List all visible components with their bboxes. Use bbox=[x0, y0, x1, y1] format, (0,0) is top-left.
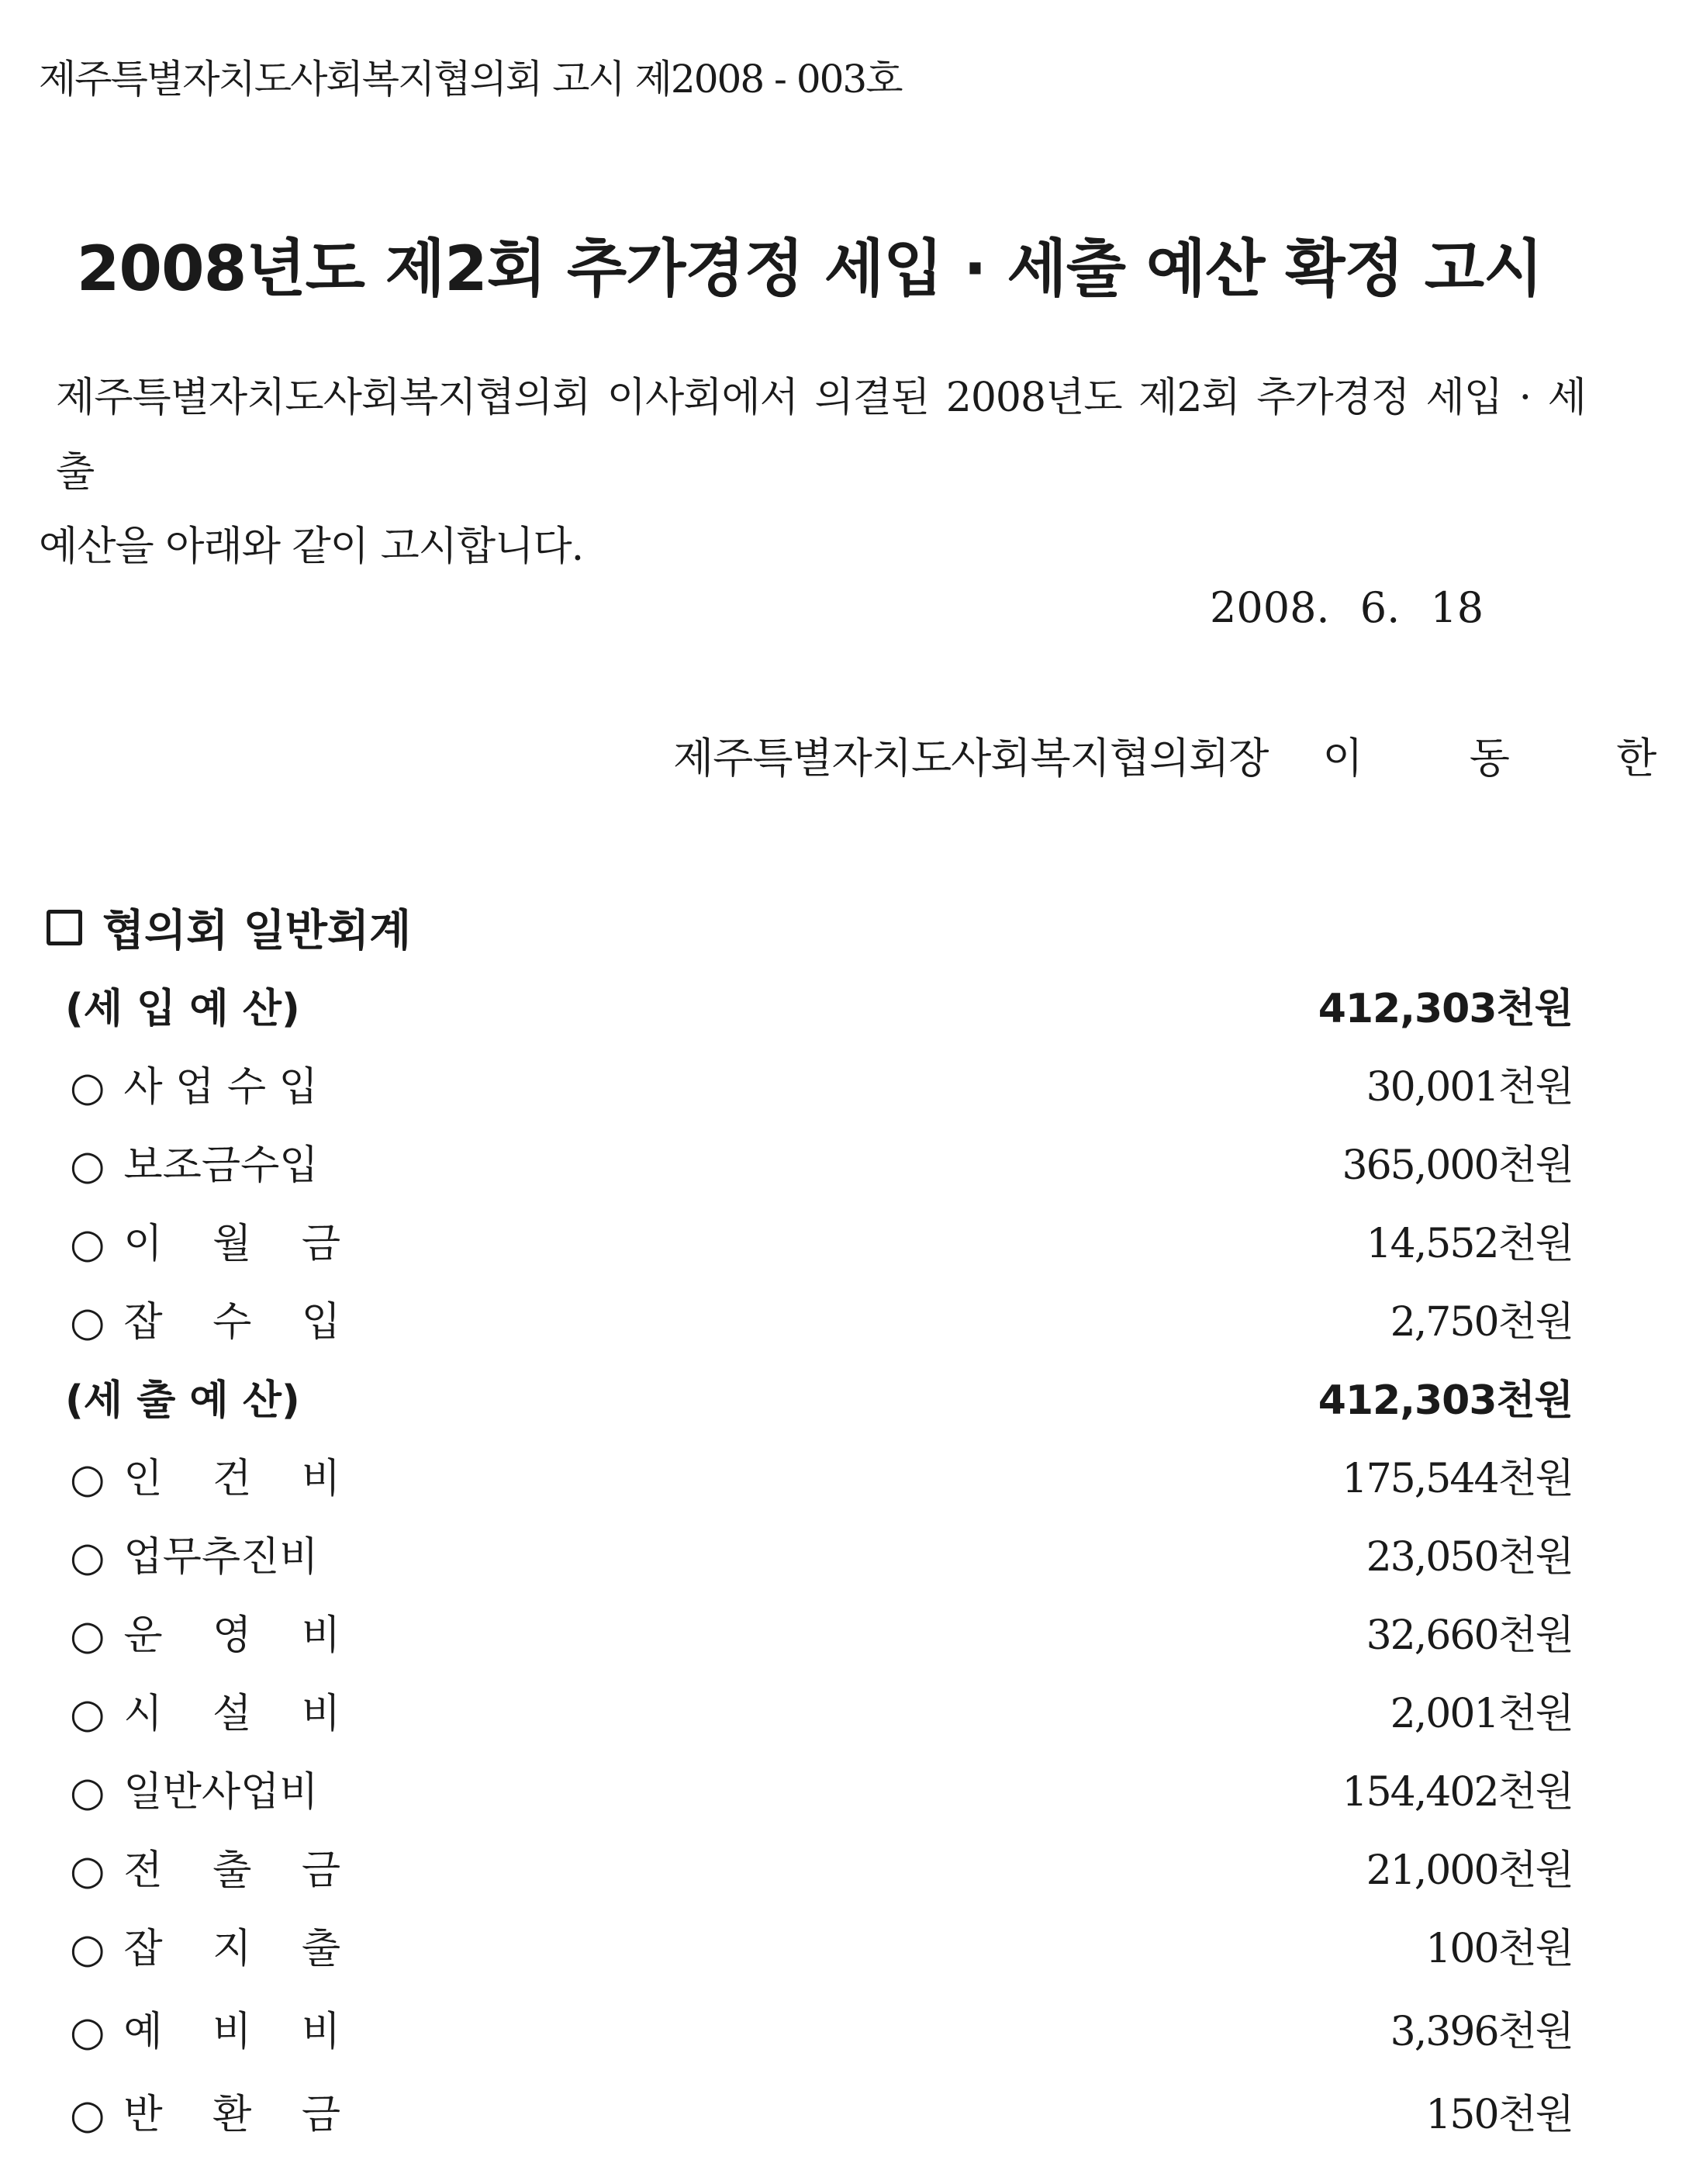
item-label: 사 업 수 입 bbox=[123, 1063, 318, 1111]
circle-bullet-icon: ○ bbox=[70, 1063, 105, 1111]
circle-bullet-icon: ○ bbox=[70, 1925, 105, 1972]
signer bbox=[673, 725, 1703, 785]
budget-row bbox=[0, 1753, 1619, 1823]
section-heading bbox=[47, 897, 411, 959]
signer-org: 제주특별자치도사회복지협의회장 bbox=[673, 734, 1269, 783]
budget-row bbox=[0, 1909, 1619, 1979]
item-label: 운 영 비 bbox=[123, 1612, 341, 1659]
budget-row bbox=[0, 1518, 1619, 1588]
item-label: 반 환 금 bbox=[123, 2091, 341, 2138]
circle-bullet-icon: ○ bbox=[70, 1533, 105, 1581]
budget-row bbox=[0, 1596, 1619, 1666]
budget-row bbox=[0, 1204, 1619, 1274]
item-amount: 100천원 bbox=[1425, 1925, 1573, 1972]
item-amount: 23,050천원 bbox=[1366, 1533, 1573, 1581]
checkbox-icon bbox=[47, 910, 82, 945]
circle-bullet-icon: ○ bbox=[70, 1768, 105, 1816]
item-amount: 150천원 bbox=[1425, 2091, 1573, 2138]
revenue-total: 412,303천원 bbox=[1318, 985, 1573, 1032]
notice-date: 2008. 6. 18 bbox=[1210, 583, 1484, 632]
item-amount: 3,396천원 bbox=[1390, 2008, 1573, 2055]
expenditure-total-row bbox=[0, 1361, 1619, 1431]
circle-bullet-icon: ○ bbox=[70, 2008, 105, 2055]
circle-bullet-icon: ○ bbox=[70, 1690, 105, 1737]
budget-row bbox=[0, 1126, 1619, 1196]
item-label: 인 건 비 bbox=[123, 1455, 341, 1502]
budget-row bbox=[0, 1992, 1619, 2062]
circle-bullet-icon: ○ bbox=[70, 2091, 105, 2138]
budget-row bbox=[0, 2075, 1619, 2145]
item-label: 잡 수 입 bbox=[123, 1298, 341, 1346]
budget-row bbox=[0, 1831, 1619, 1901]
budget-row bbox=[0, 1674, 1619, 1744]
item-label: 시 설 비 bbox=[123, 1690, 341, 1737]
revenue-label: (세 입 예 산) bbox=[65, 985, 300, 1032]
budget-row bbox=[0, 1283, 1619, 1353]
item-label: 전 출 금 bbox=[123, 1847, 341, 1894]
item-amount: 21,000천원 bbox=[1366, 1847, 1573, 1894]
circle-bullet-icon: ○ bbox=[70, 1612, 105, 1659]
notice-body-line-2: 예산을 아래와 같이 고시합니다. bbox=[39, 524, 584, 570]
expenditure-label: (세 출 예 산) bbox=[65, 1377, 300, 1424]
budget-row bbox=[0, 1439, 1619, 1509]
notice-body-line-1: 제주특별자치도사회복지협의회 이사회에서 의결된 2008년도 제2회 추가경정 세입 · 세출 bbox=[56, 375, 1586, 496]
item-label: 이 월 금 bbox=[123, 1220, 341, 1267]
notice-number: 제주특별자치도사회복지협의회 고시 제2008 - 003호 bbox=[39, 57, 902, 102]
item-label: 잡 지 출 bbox=[123, 1925, 341, 1972]
item-amount: 154,402천원 bbox=[1342, 1768, 1573, 1816]
item-label: 일반사업비 bbox=[123, 1768, 319, 1816]
item-label: 예 비 비 bbox=[123, 2008, 341, 2055]
signer-name: 이 동 한 bbox=[1322, 734, 1703, 783]
budget-row bbox=[0, 1048, 1619, 1118]
item-amount: 14,552천원 bbox=[1366, 1220, 1573, 1267]
item-amount: 175,544천원 bbox=[1342, 1455, 1573, 1502]
circle-bullet-icon: ○ bbox=[70, 1220, 105, 1267]
document-title: 2008년도 제2회 추가경정 세입 · 세출 예산 확정 고시 bbox=[76, 233, 1543, 305]
item-amount: 32,660천원 bbox=[1366, 1612, 1573, 1659]
circle-bullet-icon: ○ bbox=[70, 1847, 105, 1894]
item-amount: 365,000천원 bbox=[1342, 1142, 1573, 1189]
circle-bullet-icon: ○ bbox=[70, 1142, 105, 1189]
revenue-total-row bbox=[0, 969, 1619, 1039]
notice-body bbox=[39, 361, 1586, 584]
item-label: 보조금수입 bbox=[123, 1142, 319, 1189]
item-amount: 2,750천원 bbox=[1390, 1298, 1573, 1346]
circle-bullet-icon: ○ bbox=[70, 1298, 105, 1346]
item-amount: 2,001천원 bbox=[1390, 1690, 1573, 1737]
item-label: 업무추진비 bbox=[123, 1533, 319, 1581]
circle-bullet-icon: ○ bbox=[70, 1455, 105, 1502]
expenditure-total: 412,303천원 bbox=[1318, 1377, 1573, 1424]
item-amount: 30,001천원 bbox=[1366, 1063, 1573, 1111]
section-title: 협의회 일반회계 bbox=[102, 906, 412, 956]
